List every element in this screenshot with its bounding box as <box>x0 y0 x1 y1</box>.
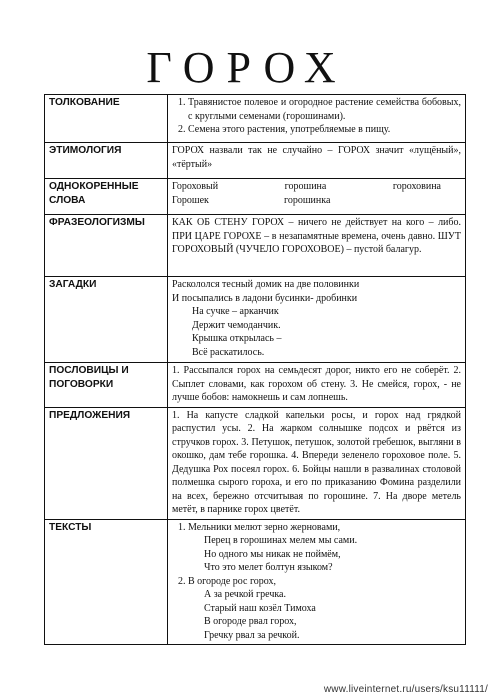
riddle-line: И посыпались в ладони бусинки- дробинки <box>172 292 358 304</box>
poem-line: Старый наш козёл Тимоха <box>204 602 316 614</box>
word: Горошек <box>172 194 209 206</box>
page-title: ГОРОХ <box>146 43 348 92</box>
table-row <box>45 143 466 179</box>
poem-line: А за речкой гречка. <box>204 589 286 600</box>
row-content-odnokorennye <box>168 179 466 215</box>
row-label-teksty: ТЕКСТЫ <box>45 519 168 645</box>
poem-line: Перец в горошинах мелем мы сами. <box>204 535 358 546</box>
riddle-verse-line: Держит чемоданчик. <box>192 319 281 331</box>
word: гороховина <box>392 181 441 192</box>
row-content-zagadki <box>168 277 466 363</box>
row-label-frazeologizmy: ФРАЗЕОЛОГИЗМЫ <box>45 215 168 277</box>
row-content-tolkovanie <box>168 95 466 143</box>
list-item: 1. Травянистое полевое и огородное растение семейства бобовых, с круглыми семенами (горошинами). <box>188 96 461 123</box>
word: горошина <box>284 181 327 192</box>
row-content-teksty <box>168 519 466 645</box>
row-label-tolkovanie: ТОЛКОВАНИЕ <box>45 95 168 143</box>
riddle-line: Раскололся тесный домик на две половинки <box>172 279 360 290</box>
riddle-verse-line: На сучке – арканчик <box>192 306 279 317</box>
riddle-verse-line: Крышка открылась – <box>192 333 282 344</box>
list-item: 2. Семена этого растения, употребляемые в пищу. <box>188 123 461 137</box>
table-row <box>45 363 466 408</box>
riddle-verse-line: Всё раскатилось. <box>192 346 265 358</box>
row-label-poslovitsy: ПОСЛОВИЦЫ И ПОГОВОРКИ <box>45 363 168 408</box>
list-item <box>188 521 461 575</box>
poem-line: В огороде рвал горох, <box>204 616 297 627</box>
row-content-frazeologizmy: КАК ОБ СТЕНУ ГОРОХ – ничего не действует на кого – либо. ПРИ ЦАРЕ ГОРОХЕ – в незапамятные времена, очень давно. ШУТ ГОРОХОВЫЙ (ЧУЧЕЛО ГОРОХОВОЕ) – пустой балагур. <box>168 215 466 277</box>
table-row <box>45 179 466 215</box>
row-content-poslovitsy: 1. Рассыпался горох на семьдесят дорог, никто его не соберёт. 2. Сыплет словами, как горохом об стену. 3. Не смейся, горох, - не лучше бобов: намокнешь и сам лопнешь. <box>168 363 466 408</box>
word: Гороховый <box>172 181 219 192</box>
word: горошинка <box>284 194 331 206</box>
poem-line: Гречку рвал за речкой. <box>204 629 300 641</box>
poem-line: Но одного мы никак не поймём, <box>204 548 341 560</box>
table-row <box>45 215 466 277</box>
table-row <box>45 95 466 143</box>
poem-line: Что это мелет болтун языком? <box>204 562 333 573</box>
poem-line: 1. Мельники мелют зерно жерновами, <box>188 521 341 533</box>
row-content-predlozhenia: 1. На капусте сладкой капельки росы, и горох над грядкой распустил усы. 2. На жарком солнышке подсох и рвётся из стручков горох. 3. Петушок, петушок, золотой гребешок, выгляни в окошко, дам тебе горошка. 4. Впереди зеленело гороховое поле. 5. Дедушка Рох посеял горох. 6. Бойцы нашли в развалинах столовой полмешка сырого гороха, и его по приказанию Фомина разделили на всех, бережно отсчитывая по горошине. 7. На дворе метель метёт, в парнике горох цветёт. <box>168 407 466 519</box>
table-row <box>45 277 466 363</box>
row-content-etimologia: ГОРОХ назвали так не случайно – ГОРОХ значит «лущёный», «тёртый» <box>168 143 466 179</box>
table-row <box>45 519 466 645</box>
row-label-predlozhenia: ПРЕДЛОЖЕНИЯ <box>45 407 168 519</box>
poem-line: 2. В огороде рос горох, <box>188 575 277 587</box>
row-label-etimologia: ЭТИМОЛОГИЯ <box>45 143 168 179</box>
source-url: www.liveinternet.ru/users/ksu11111/ <box>323 684 488 695</box>
row-label-odnokorennye: ОДНОКОРЕННЫЕ СЛОВА <box>45 179 168 215</box>
gorokh-table <box>44 94 466 645</box>
row-label-zagadki: ЗАГАДКИ <box>45 277 168 363</box>
table-row <box>45 407 466 519</box>
list-item <box>188 575 461 643</box>
